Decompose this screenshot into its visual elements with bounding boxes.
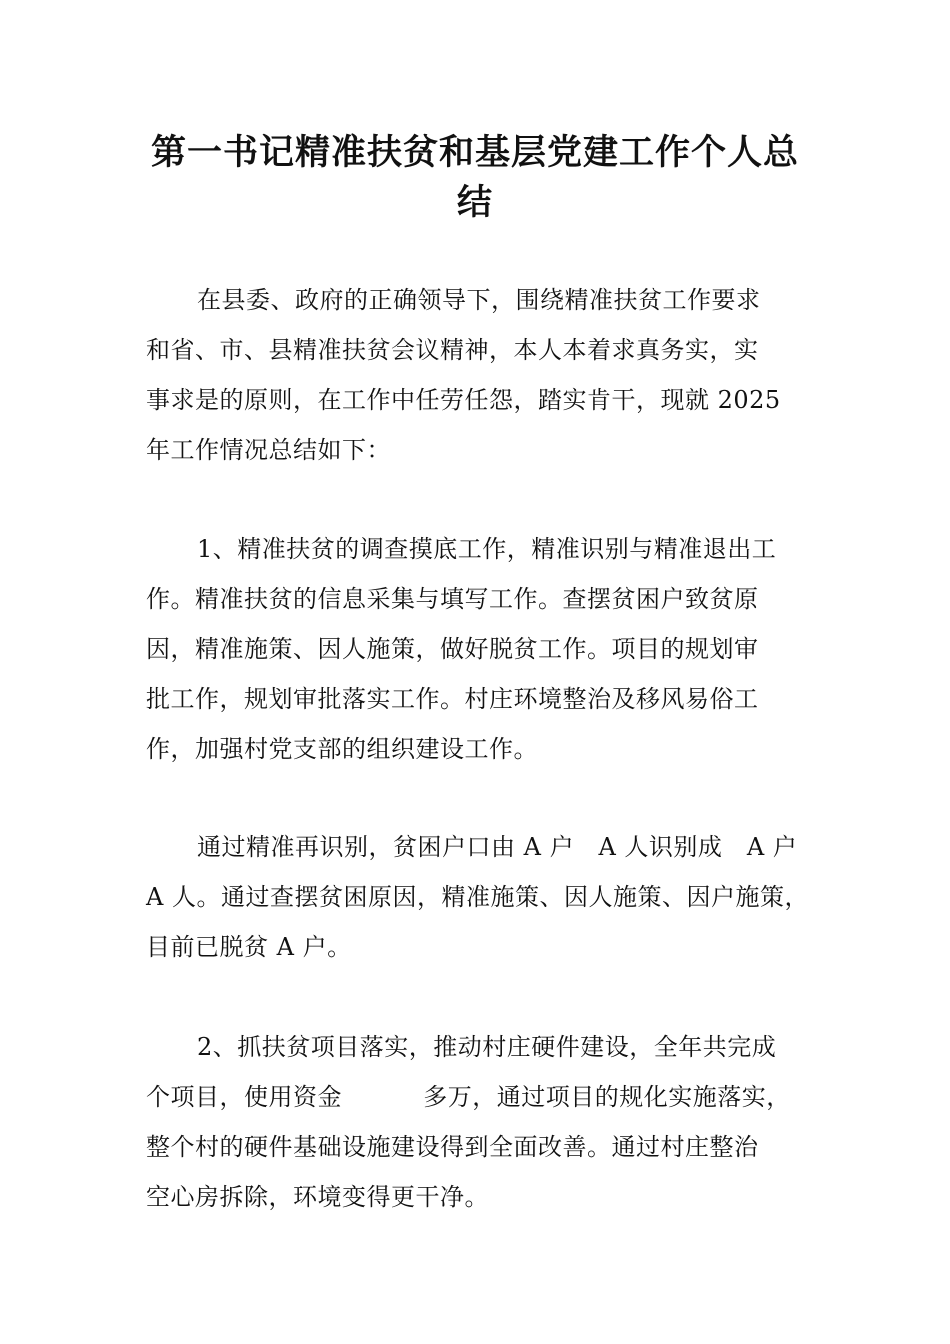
paragraph-4-line-4: 空心房拆除，环境变得更干净。 [146,1183,489,1211]
paragraph-4-line-1: 2、抓扶贫项目落实，推动村庄硬件建设，全年共完成 [197,1033,777,1061]
document-title-line-1: 第一书记精准扶贫和基层党建工作个人总 [150,133,799,173]
paragraph-3-line-1: 通过精准再识别，贫困户口由 A 户 A 人识别成 A 户 [197,833,798,861]
paragraph-2-line-3: 因，精准施策、因人施策，做好脱贫工作。项目的规划审 [146,635,759,663]
paragraph-3-line-2: A 人。通过查摆贫困原因，精准施策、因人施策、因户施策， [146,883,809,911]
paragraph-1-line-2: 和省、市、县精准扶贫会议精神，本人本着求真务实，实 [146,336,759,364]
paragraph-2-line-4: 批工作，规划审批落实工作。村庄环境整治及移风易俗工 [146,685,759,713]
paragraph-1-line-3: 事求是的原则，在工作中任劳任怨，踏实肯干，现就 2025 [146,386,781,414]
paragraph-4-line-2: 个项目，使用资金 多万，通过项目的规化实施落实， [146,1083,791,1111]
paragraph-4-line-3: 整个村的硬件基础设施建设得到全面改善。通过村庄整治 [146,1133,759,1161]
paragraph-1-line-4: 年工作情况总结如下： [146,436,391,464]
paragraph-1-line-1: 在县委、政府的正确领导下，围绕精准扶贫工作要求 [197,286,761,314]
paragraph-2-line-2: 作。精准扶贫的信息采集与填写工作。查摆贫困户致贫原 [146,585,759,613]
paragraph-3-line-3: 目前已脱贫 A 户。 [146,933,352,961]
paragraph-2-line-1: 1、精准扶贫的调查摸底工作，精准识别与精准退出工 [197,535,777,563]
paragraph-2-line-5: 作，加强村党支部的组织建设工作。 [146,735,538,763]
document-title-line-2: 结 [456,183,493,223]
